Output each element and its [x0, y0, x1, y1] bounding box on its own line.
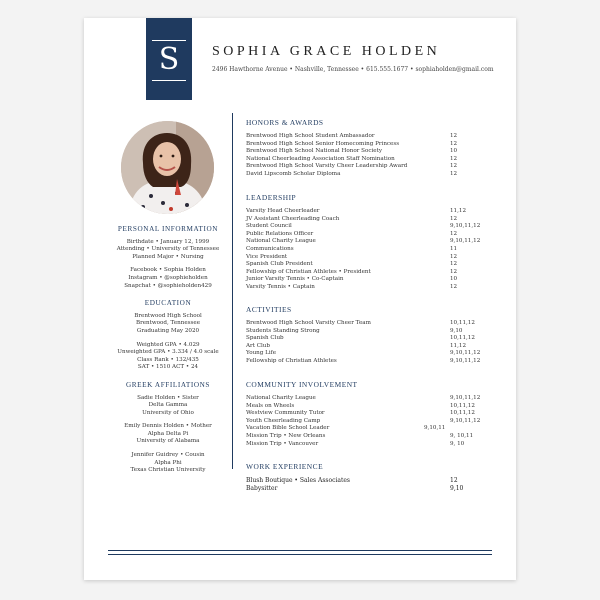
- list-item: Youth Cheerleading Camp 9,10,11,12: [246, 417, 481, 424]
- education-title: EDUCATION: [144, 299, 192, 308]
- leadership-title: LEADERSHIP: [246, 193, 297, 202]
- list-item: Communications 11: [246, 245, 458, 252]
- list-item: Varsity Tennis • Captain 12: [246, 283, 458, 290]
- list-item: Varsity Head Cheerleader 11,12: [246, 208, 467, 214]
- greek-line: Sadie Holden • Sister: [137, 394, 199, 401]
- greek-line: Alpha Delta Pi: [147, 430, 189, 437]
- greek-line: Alpha Phi: [154, 459, 182, 466]
- list-item: National Charity League 9,10,11,12: [246, 395, 481, 401]
- list-item: Westview Community Tutor 10,11,12: [246, 410, 475, 417]
- personal-line: Birthdate • January 12, 1999: [126, 238, 210, 245]
- work-experience-section: [246, 462, 508, 493]
- list-item: National Cheerleading Association Staff Nomination 12: [246, 155, 458, 162]
- list-item: Vice President 12: [246, 253, 458, 260]
- list-item: Students Standing Strong 9,10: [246, 327, 463, 334]
- personal-information-section: [98, 226, 238, 290]
- list-item: Spanish Club President 12: [246, 261, 458, 268]
- left-column: [98, 226, 238, 485]
- resume-page: [84, 18, 516, 580]
- leadership-section: [246, 193, 508, 292]
- honors-awards-title: HONORS & AWARDS: [246, 118, 324, 127]
- list-item: Mission Trip • Vancouver 9, 10: [246, 440, 465, 447]
- personal-line: Instagram • @sophieholden: [128, 274, 208, 281]
- monogram-top-line: [152, 40, 186, 41]
- greek-line: University of Ohio: [142, 409, 194, 416]
- education-line: SAT • 1510 ACT • 24: [137, 364, 199, 371]
- greek-affiliations-section: [98, 382, 238, 475]
- bottom-rule-bottom: [108, 554, 492, 555]
- list-item: Fellowship of Christian Athletes 9,10,11,12: [246, 357, 481, 364]
- list-item: Public Relations Officer 12: [246, 230, 458, 237]
- education-line: Weighted GPA • 4.029: [136, 341, 200, 348]
- list-item: Spanish Club 10,11,12: [246, 335, 475, 342]
- list-item: David Lipscomb Scholar Diploma 12: [246, 170, 458, 177]
- candidate-name: SOPHIA GRACE HOLDEN: [212, 44, 441, 59]
- education-section: [98, 300, 238, 372]
- greek-line: University of Alabama: [136, 438, 200, 445]
- list-item: Brentwood High School Varsity Cheer Team 10,11,12: [246, 320, 475, 326]
- honors-awards-section: [246, 118, 508, 179]
- list-item: Babysitter 9,10: [246, 485, 464, 492]
- list-item: Brentwood High School Senior Homecoming Princess 12: [246, 140, 458, 147]
- activities-section: [246, 305, 508, 366]
- list-item: National Charity League 9,10,11,12: [246, 238, 481, 245]
- education-line: Brentwood High School: [134, 312, 202, 319]
- list-item: Young Life 9,10,11,12: [246, 350, 481, 357]
- monogram-badge: [146, 18, 192, 100]
- profile-photo-illustration: [121, 121, 214, 214]
- personal-line: Attending • University of Tennessee: [116, 246, 220, 253]
- column-divider: [232, 113, 233, 469]
- community-involvement-title: COMMUNITY INVOLVEMENT: [246, 380, 358, 389]
- greek-line: Emily Dennis Holden • Mother: [124, 423, 212, 430]
- list-item: Vacation Bible School Leader 9,10,11: [246, 425, 446, 432]
- greek-line: Delta Gamma: [148, 402, 188, 409]
- monogram-letter: S: [158, 42, 180, 77]
- profile-photo: [121, 121, 214, 214]
- list-item: Brentwood High School Varsity Cheer Leadership Award 12: [246, 163, 458, 170]
- list-item: Blush Boutique • Sales Associates 12: [246, 477, 458, 484]
- list-item: Brentwood High School Student Ambassador 12: [246, 133, 458, 139]
- activities-title: ACTIVITIES: [246, 305, 292, 314]
- community-involvement-section: [246, 380, 508, 448]
- work-experience-title: WORK EXPERIENCE: [246, 462, 324, 471]
- personal-line: Snapchat • @sophieholden429: [124, 282, 212, 289]
- list-item: Meals on Wheels 10,11,12: [246, 402, 475, 409]
- bottom-rule-top: [108, 550, 492, 551]
- monogram-bottom-line: [152, 80, 186, 81]
- greek-line: Texas Christian University: [130, 467, 206, 474]
- list-item: JV Assistant Cheerleading Coach 12: [246, 215, 458, 222]
- personal-line: Facebook • Sophia Holden: [130, 267, 206, 274]
- greek-line: Jennifer Guidrey • Cousin: [131, 452, 205, 459]
- list-item: Mission Trip • New Orleans 9, 10,11: [246, 432, 474, 439]
- greek-affiliations-title: GREEK AFFILIATIONS: [125, 380, 211, 389]
- education-line: Unweighted GPA • 3.334 / 4.0 scale: [117, 349, 219, 356]
- education-line: Brentwood, Tennessee: [135, 320, 201, 327]
- list-item: Fellowship of Christian Athletes • President 12: [246, 268, 458, 275]
- contact-line: 2496 Hawthorne Avenue • Nashville, Tennessee • 615.555.1677 • sophiaholden@gmail.com: [212, 66, 494, 73]
- list-item: Brentwood High School National Honor Society 10: [246, 148, 458, 155]
- personal-line: Planned Major • Nursing: [132, 253, 204, 260]
- list-item: Student Council 9,10,11,12: [246, 223, 481, 230]
- personal-information-title: PERSONAL INFORMATION: [117, 225, 219, 233]
- list-item: Art Club 11,12: [246, 342, 467, 349]
- list-item: Junior Varsity Tennis • Co-Captain 10: [246, 276, 458, 283]
- education-line: Graduating May 2020: [136, 327, 200, 334]
- education-line: Class Rank • 132/435: [137, 356, 199, 363]
